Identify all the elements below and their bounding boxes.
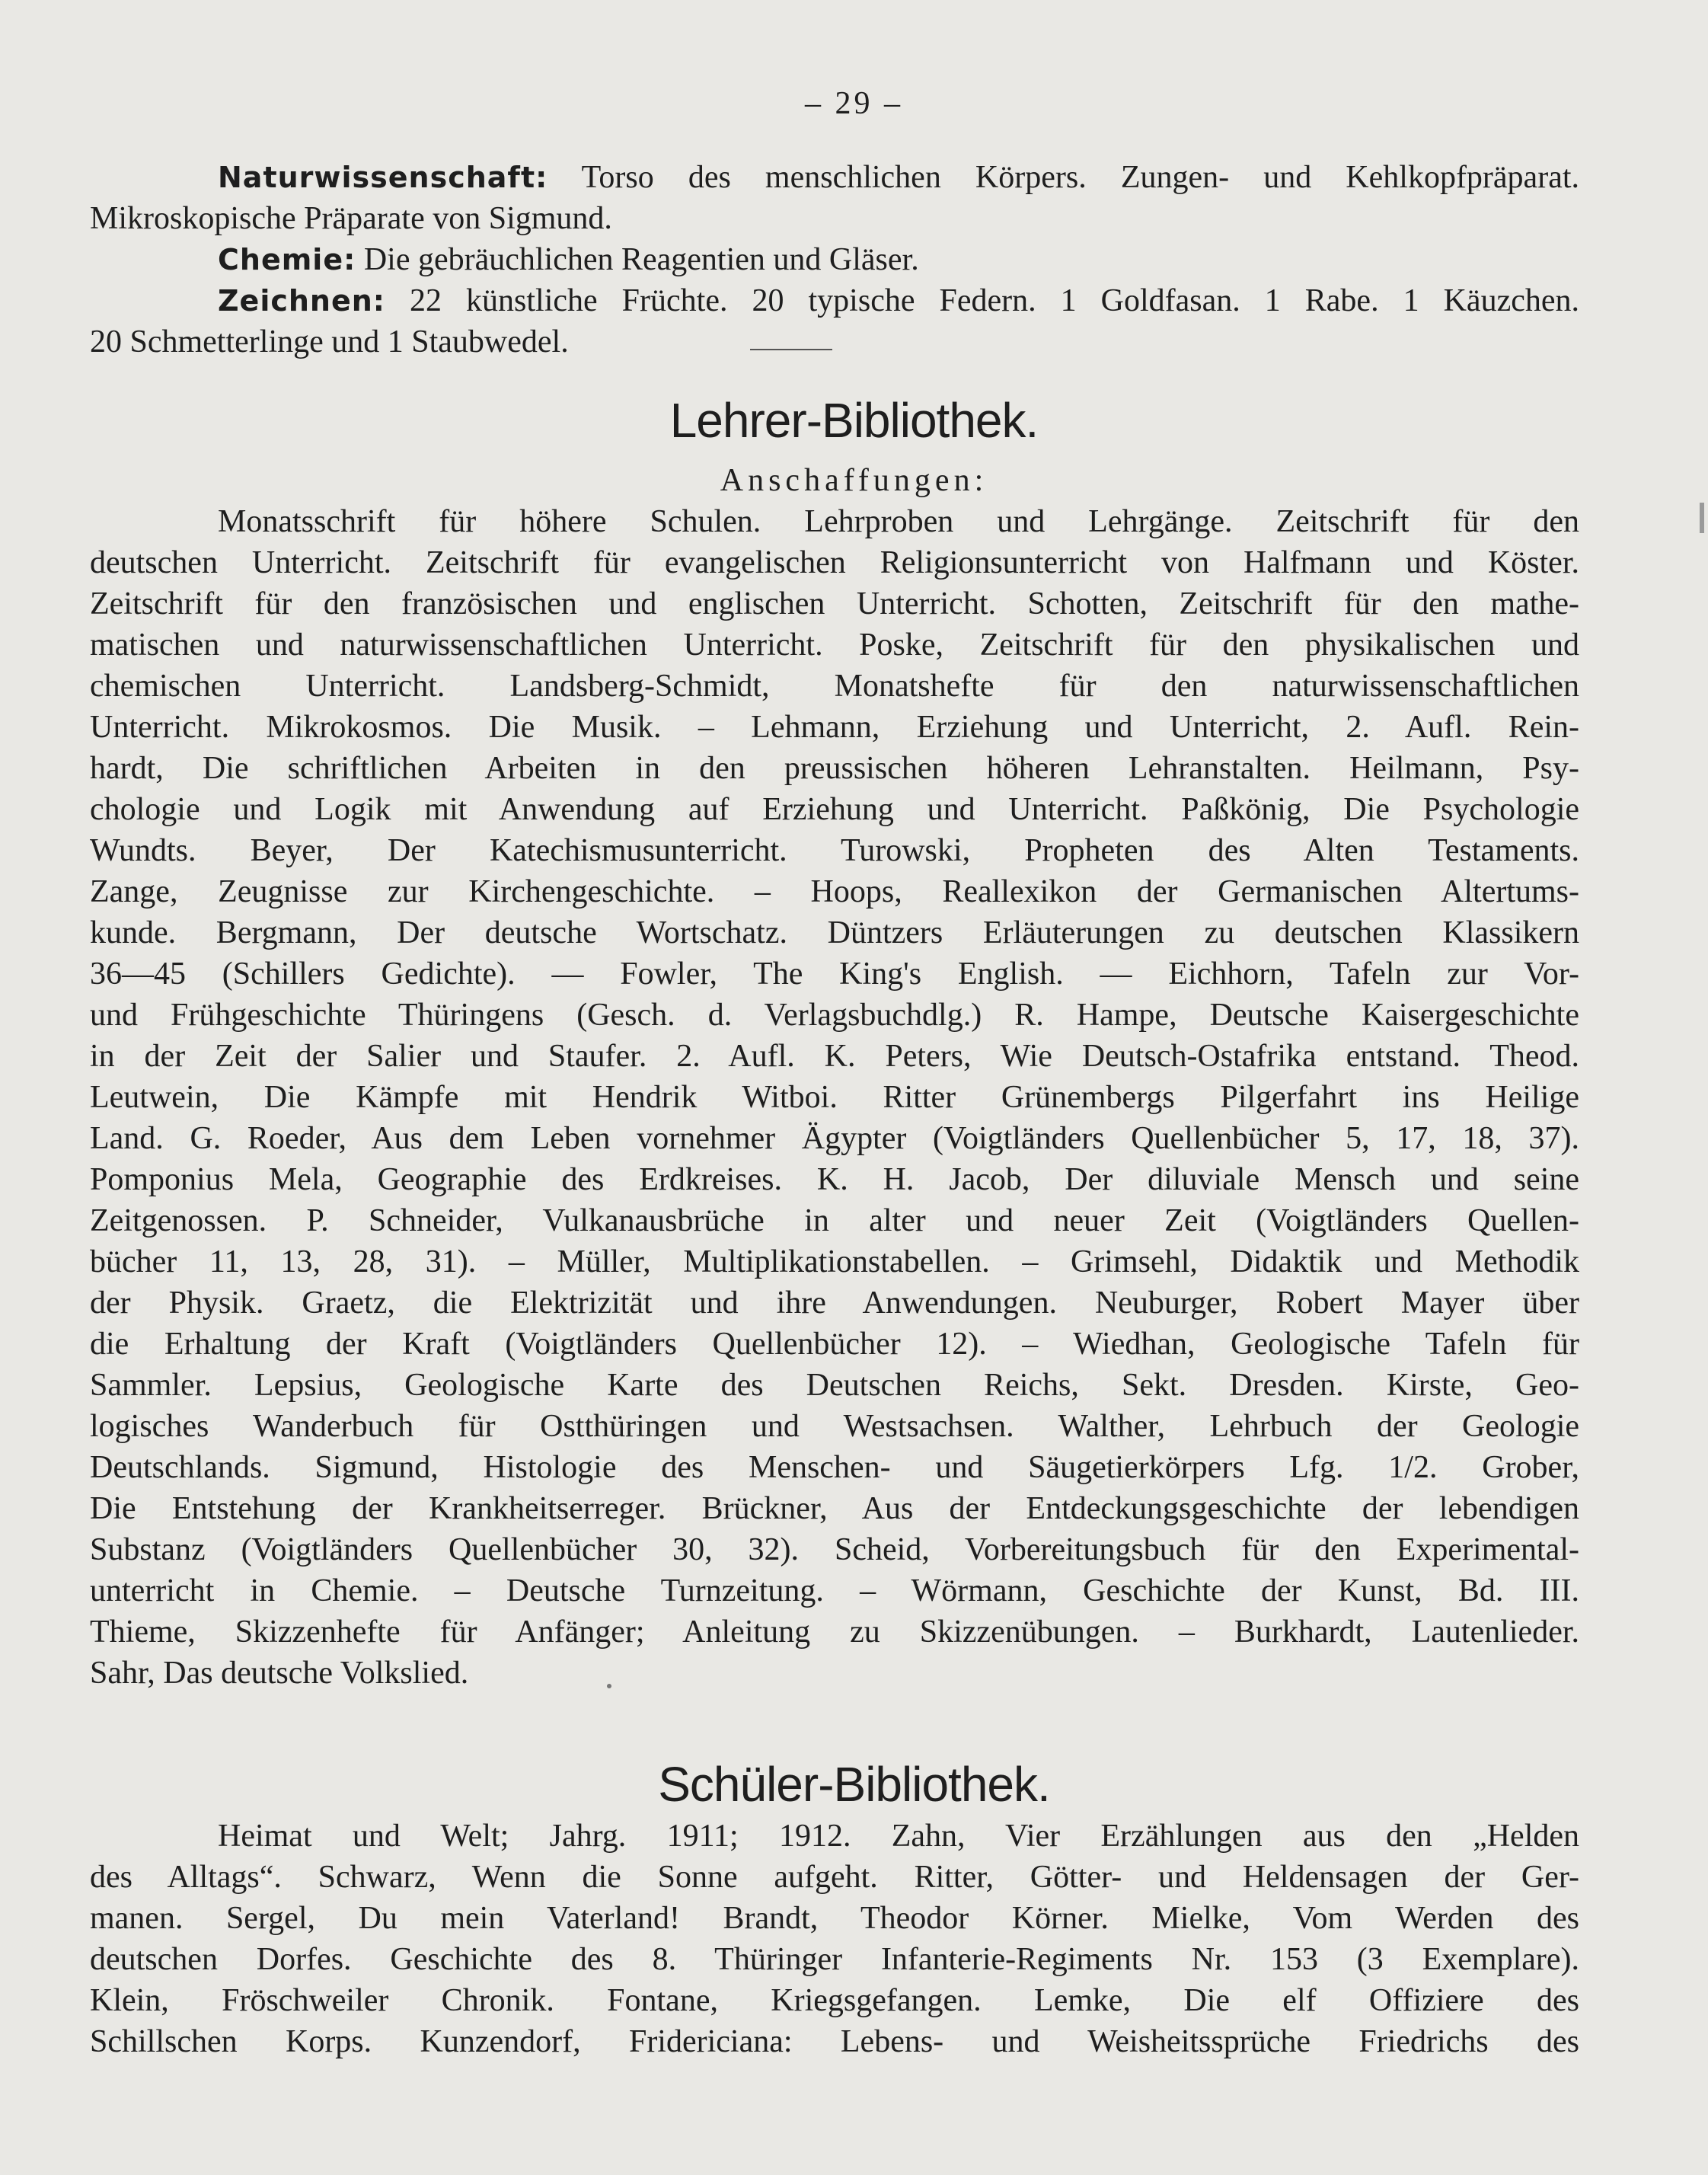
subject-label-naturwissenschaft: Naturwissenschaft: [218,161,548,194]
lehrer-line-5: chemischen Unterricht. Landsberg-Schmidt, Monatshefte für den naturwissenschaftlichen [90,669,1579,704]
lehrer-line-29: Sahr, Das deutsche Volkslied. [90,1656,469,1691]
lehrer-line-25: Die Entstehung der Krankheitserreger. Brückner, Aus der Entdeckungsgeschichte der lebendigen [90,1491,1579,1526]
lehrer-line-12: 36—45 (Schillers Gedichte). — Fowler, The King's English. — Eichhorn, Tafeln zur Vor- [90,957,1579,992]
lehrer-line-19: bücher 11, 13, 28, 31). – Müller, Multiplikationstabellen. – Grimsehl, Didaktik und Methodik [90,1244,1579,1279]
ink-speck [607,1684,611,1688]
collections-section [90,157,1579,362]
lehrer-line-2: deutschen Unterricht. Zeitschrift für evangelischen Religionsunterricht von Halfmann und Köster. [90,545,1579,580]
subject-label-zeichnen: Zeichnen: [218,284,386,318]
lehrer-line-10: Zange, Zeugnisse zur Kirchengeschichte. – Hoops, Reallexikon der Germanischen Altertums- [90,874,1579,909]
lehrer-line-11: kunde. Bergmann, Der deutsche Wortschatz. Düntzers Erläuterungen zu deutschen Klassikern [90,915,1579,950]
lehrer-line-21: die Erhaltung der Kraft (Voigtländers Quellenbücher 12). – Wiedhan, Geologische Tafeln für [90,1327,1579,1362]
lehrer-line-23: logisches Wanderbuch für Ostthüringen und Westsachsen. Walther, Lehrbuch der Geologie [90,1409,1579,1444]
lehrer-line-1: Monatsschrift für höhere Schulen. Lehrproben und Lehrgänge. Zeitschrift für den [218,504,1579,539]
lehrer-line-3: Zeitschrift für den französischen und englischen Unterricht. Schotten, Zeitschrift für den mathe- [90,586,1579,621]
schueler-line-6: Schillschen Korps. Kunzendorf, Fridericiana: Lebens- und Weisheitssprüche Friedrichs des [90,2024,1579,2059]
lehrer-line-16: Land. G. Roeder, Aus dem Leben vornehmer Ägypter (Voigtländers Quellenbücher 5, 17, 18, 37). [90,1121,1579,1156]
page-edge-mark [1700,503,1704,533]
lehrer-line-8: chologie und Logik mit Anwendung auf Erziehung und Unterricht. Paßkönig, Die Psychologie [90,792,1579,827]
schueler-bibliothek-text [90,1816,1579,2062]
schueler-bibliothek-title: Schüler-Bibliothek. [658,1757,1050,1812]
lehrer-line-17: Pomponius Mela, Geographie des Erdkreises. K. H. Jacob, Der diluviale Mensch und seine [90,1162,1579,1197]
pen-underline-mark [750,349,832,350]
schueler-line-5: Klein, Fröschweiler Chronik. Fontane, Kriegsgefangen. Lemke, Die elf Offiziere des [90,1983,1579,2018]
lehrer-line-20: der Physik. Graetz, die Elektrizität und ihre Anwendungen. Neuburger, Robert Mayer über [90,1286,1579,1321]
schueler-line-1: Heimat und Welt; Jahrg. 1911; 1912. Zahn, Vier Erzählungen aus den „Helden [218,1819,1579,1854]
lehrer-line-9: Wundts. Beyer, Der Katechismusunterricht. Turowski, Propheten des Alten Testaments. [90,833,1579,868]
collections-line-5: 20 Schmetterlinge und 1 Staubwedel. [90,324,569,359]
lehrer-line-14: in der Zeit der Salier und Staufer. 2. Aufl. K. Peters, Wie Deutsch-Ostafrika entstand. Theod. [90,1039,1579,1074]
lehrer-line-4: matischen und naturwissenschaftlichen Unterricht. Poske, Zeitschrift für den physikalischen und [90,628,1579,663]
schueler-line-4: deutschen Dorfes. Geschichte des 8. Thüringer Infanterie-Regiments Nr. 153 (3 Exemplare). [90,1942,1579,1977]
lehrer-line-26: Substanz (Voigtländers Quellenbücher 30, 32). Scheid, Vorbereitungsbuch für den Experimental- [90,1532,1579,1567]
collections-line-2: Mikroskopische Präparate von Sigmund. [90,201,612,236]
lehrer-line-27: unterricht in Chemie. – Deutsche Turnzeitung. – Wörmann, Geschichte der Kunst, Bd. III. [90,1573,1579,1608]
page-number: – 29 – [805,86,903,121]
lehrer-bibliothek-text [90,501,1579,1694]
lehrer-line-18: Zeitgenossen. P. Schneider, Vulkanausbrüche in alter und neuer Zeit (Voigtländers Quellen- [90,1203,1579,1238]
lehrer-line-15: Leutwein, Die Kämpfe mit Hendrik Witboi. Ritter Grünembergs Pilgerfahrt ins Heilige [90,1080,1579,1115]
schueler-line-2: des Alltags“. Schwarz, Wenn die Sonne aufgeht. Ritter, Götter- und Heldensagen der Ger- [90,1860,1579,1895]
lehrer-line-13: und Frühgeschichte Thüringens (Gesch. d. Verlagsbuchdlg.) R. Hampe, Deutsche Kaisergeschichte [90,998,1579,1033]
lehrer-line-24: Deutschlands. Sigmund, Histologie des Menschen- und Säugetierkörpers Lfg. 1/2. Grober, [90,1450,1579,1485]
lehrer-line-28: Thieme, Skizzenhefte für Anfänger; Anleitung zu Skizzenübungen. – Burkhardt, Lautenlieder. [90,1614,1579,1650]
lehrer-bibliothek-subtitle: Anschaffungen: [720,463,988,498]
collections-line-4: Zeichnen: 22 künstliche Früchte. 20 typische Federn. 1 Goldfasan. 1 Rabe. 1 Käuzchen. [218,283,1579,318]
lehrer-line-6: Unterricht. Mikrokosmos. Die Musik. – Lehmann, Erziehung und Unterricht, 2. Aufl. Rein- [90,710,1579,745]
lehrer-bibliothek-title: Lehrer-Bibliothek. [669,393,1039,448]
collections-line-1: Naturwissenschaft: Torso des menschlichen Körpers. Zungen- und Kehlkopfpräparat. [218,160,1579,195]
lehrer-line-22: Sammler. Lepsius, Geologische Karte des Deutschen Reichs, Sekt. Dresden. Kirste, Geo- [90,1368,1579,1403]
schueler-line-3: manen. Sergel, Du mein Vaterland! Brandt, Theodor Körner. Mielke, Vom Werden des [90,1901,1579,1936]
subject-label-chemie: Chemie: [218,243,356,276]
collections-line-3: Chemie: Die gebräuchlichen Reagentien und Gläser. [218,242,919,277]
lehrer-line-7: hardt, Die schriftlichen Arbeiten in den preussischen höheren Lehranstalten. Heilmann, Psy- [90,751,1579,786]
